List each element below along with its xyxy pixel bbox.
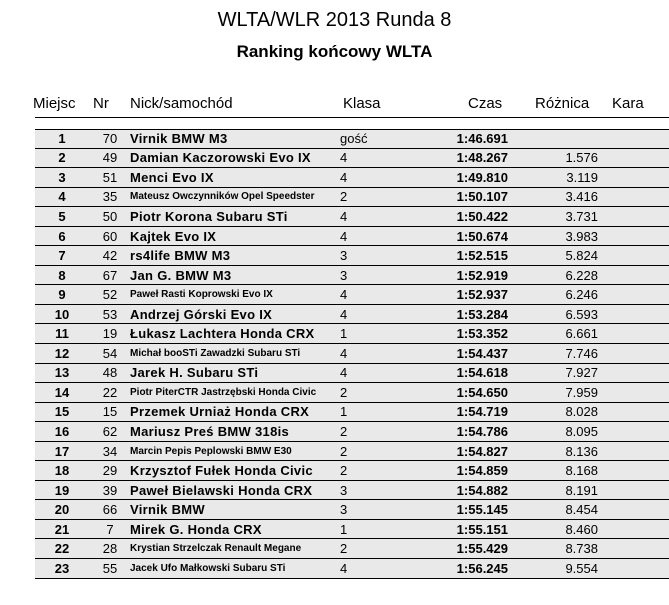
table-row <box>35 305 669 325</box>
driver-car-cell: Virnik BMW M3 <box>130 131 228 147</box>
difference-cell: 1.576 <box>565 150 598 166</box>
position-cell: 18 <box>54 463 70 479</box>
penalty-cell <box>600 168 669 187</box>
penalty-cell <box>600 442 669 461</box>
position-cell: 1 <box>58 131 66 147</box>
difference-cell <box>510 130 598 148</box>
time-cell: 1:48.267 <box>456 150 508 166</box>
table-row <box>35 168 669 188</box>
class-cell: 4 <box>340 287 348 303</box>
driver-car-cell: Jan G. BMW M3 <box>130 267 232 283</box>
difference-cell: 8.454 <box>565 502 598 518</box>
penalty-cell <box>600 539 669 558</box>
table-row <box>35 364 669 384</box>
number-cell: 66 <box>102 502 118 518</box>
table-row <box>35 207 669 227</box>
time-cell: 1:52.919 <box>456 267 508 283</box>
time-cell: 1:54.882 <box>456 482 508 498</box>
penalty-cell <box>600 149 669 168</box>
table-row <box>35 383 669 403</box>
table-row <box>35 344 669 364</box>
header-nr: Nr <box>93 95 109 112</box>
number-cell: 28 <box>102 541 118 557</box>
class-cell: 2 <box>340 541 348 557</box>
number-cell: 48 <box>102 365 118 381</box>
table-row <box>35 266 669 286</box>
penalty-cell <box>600 305 669 324</box>
number-cell: 39 <box>102 482 118 498</box>
header-nick: Nick/samochód <box>130 95 233 112</box>
difference-cell: 8.738 <box>565 541 598 557</box>
penalty-cell <box>600 461 669 480</box>
class-cell: 1 <box>340 404 348 420</box>
difference-cell: 3.731 <box>565 208 598 224</box>
time-cell: 1:54.786 <box>456 423 508 439</box>
driver-car-cell: Virnik BMW <box>130 502 205 518</box>
position-cell: 16 <box>54 423 70 439</box>
penalty-cell <box>600 188 669 207</box>
table-row <box>35 481 669 501</box>
position-cell: 11 <box>55 326 69 342</box>
difference-cell: 8.460 <box>565 521 598 537</box>
difference-cell: 8.136 <box>565 443 598 459</box>
time-cell: 1:54.859 <box>456 463 508 479</box>
difference-cell: 8.191 <box>565 482 598 498</box>
position-cell: 12 <box>54 345 70 361</box>
time-cell: 1:55.151 <box>456 521 508 537</box>
difference-cell: 6.593 <box>565 306 598 322</box>
number-cell: 70 <box>102 131 118 147</box>
class-cell: 2 <box>340 443 348 459</box>
class-cell: 3 <box>340 482 348 498</box>
position-cell: 7 <box>58 248 66 264</box>
difference-cell: 8.168 <box>565 463 598 479</box>
header-miejsce: Miejsc <box>33 95 76 112</box>
table-row <box>35 442 669 462</box>
number-cell: 22 <box>102 384 118 400</box>
table-row <box>35 559 669 579</box>
penalty-cell <box>600 266 669 285</box>
class-cell: 2 <box>340 189 348 205</box>
difference-cell: 6.661 <box>565 326 598 342</box>
table-row <box>35 285 669 305</box>
difference-cell: 8.028 <box>565 404 598 420</box>
number-cell: 55 <box>102 560 118 576</box>
penalty-cell <box>600 520 669 539</box>
results-table <box>35 129 669 579</box>
class-cell: 1 <box>340 521 348 537</box>
position-cell: 15 <box>54 404 70 420</box>
penalty-cell <box>600 500 669 519</box>
driver-car-cell: Andrzej Górski Evo IX <box>130 306 273 322</box>
time-cell: 1:53.284 <box>456 306 508 322</box>
number-cell: 34 <box>102 443 118 459</box>
driver-car-cell: Mateusz Owczynników Opel Speedster <box>130 191 315 203</box>
time-cell: 1:52.515 <box>456 248 508 264</box>
class-cell: 4 <box>340 365 348 381</box>
position-cell: 5 <box>58 208 66 224</box>
driver-car-cell: Mariusz Preś BMW 318is <box>130 423 290 439</box>
class-cell: 4 <box>340 306 348 322</box>
header-roznica: Różnica <box>535 95 590 112</box>
difference-cell: 6.228 <box>565 267 598 283</box>
position-cell: 10 <box>54 306 70 322</box>
position-cell: 17 <box>54 443 70 459</box>
time-cell: 1:54.437 <box>456 345 508 361</box>
difference-cell: 3.119 <box>566 169 598 185</box>
position-cell: 2 <box>58 150 66 166</box>
time-cell: 1:54.618 <box>456 365 508 381</box>
driver-car-cell: Przemek Urniaż Honda CRX <box>130 404 310 420</box>
table-row <box>35 227 669 247</box>
table-row <box>35 422 669 442</box>
class-cell: 4 <box>340 560 348 576</box>
time-cell: 1:52.937 <box>456 287 508 303</box>
number-cell: 15 <box>102 404 118 420</box>
page-subtitle: Ranking końcowy WLTA <box>236 42 433 61</box>
penalty-cell <box>600 481 669 500</box>
time-cell: 1:54.827 <box>456 443 508 459</box>
number-cell: 53 <box>102 306 118 322</box>
position-cell: 14 <box>54 384 70 400</box>
time-cell: 1:53.352 <box>456 326 508 342</box>
class-cell: 4 <box>340 208 348 224</box>
class-cell: 2 <box>340 463 348 479</box>
penalty-cell <box>600 559 669 578</box>
class-cell: 4 <box>340 228 348 244</box>
difference-cell: 9.554 <box>565 560 598 576</box>
difference-cell: 5.824 <box>565 248 598 264</box>
class-cell: 3 <box>340 248 348 264</box>
driver-car-cell: Mirek G. Honda CRX <box>130 521 262 537</box>
number-cell: 19 <box>102 326 118 342</box>
time-cell: 1:50.674 <box>456 228 508 244</box>
driver-car-cell: Jacek Ufo Małkowski Subaru STi <box>130 562 286 574</box>
penalty-cell <box>600 383 669 402</box>
driver-car-cell: Marcin Pepis Peplowski BMW E30 <box>130 445 292 457</box>
difference-cell: 3.416 <box>565 189 598 205</box>
table-row <box>35 324 669 344</box>
table-row <box>35 149 669 169</box>
table-row <box>35 520 669 540</box>
position-cell: 20 <box>54 502 70 518</box>
time-cell: 1:50.107 <box>456 189 508 205</box>
penalty-cell <box>600 344 669 363</box>
position-cell: 21 <box>54 521 70 537</box>
class-cell: 1 <box>340 326 348 342</box>
header-divider <box>35 117 669 118</box>
driver-car-cell: Jarek H. Subaru STi <box>130 365 259 381</box>
position-cell: 23 <box>54 560 70 576</box>
number-cell: 49 <box>102 150 118 166</box>
number-cell: 67 <box>102 267 118 283</box>
position-cell: 6 <box>58 228 66 244</box>
class-cell: 4 <box>340 150 348 166</box>
penalty-cell <box>600 227 669 246</box>
time-cell: 1:50.422 <box>456 208 508 224</box>
difference-cell: 8.095 <box>565 423 598 439</box>
table-row <box>35 188 669 208</box>
table-row <box>35 461 669 481</box>
time-cell: 1:55.145 <box>456 502 508 518</box>
driver-car-cell: Łukasz Lachtera Honda CRX <box>130 326 315 342</box>
penalty-cell <box>600 422 669 441</box>
number-cell: 29 <box>102 463 118 479</box>
difference-cell: 3.983 <box>565 228 598 244</box>
number-cell: 60 <box>102 228 118 244</box>
driver-car-cell: Piotr Korona Subaru STi <box>130 208 288 224</box>
header-kara: Kara <box>612 95 644 112</box>
table-row <box>35 129 669 149</box>
number-cell: 51 <box>102 169 118 185</box>
driver-car-cell: Krystian Strzelczak Renault Megane <box>130 543 302 555</box>
header-klasa: Klasa <box>343 95 381 112</box>
penalty-cell <box>600 285 669 304</box>
difference-cell: 6.246 <box>565 287 598 303</box>
position-cell: 13 <box>54 365 70 381</box>
page-title: WLTA/WLR 2013 Runda 8 <box>217 9 452 31</box>
time-cell: 1:54.719 <box>456 404 508 420</box>
penalty-cell <box>600 364 669 383</box>
penalty-cell <box>600 207 669 226</box>
driver-car-cell: Paweł Rasti Koprowski Evo IX <box>130 289 273 301</box>
difference-cell: 7.746 <box>565 345 598 361</box>
position-cell: 9 <box>58 287 66 303</box>
number-cell: 35 <box>102 189 118 205</box>
driver-car-cell: rs4life BMW M3 <box>130 248 231 264</box>
penalty-cell <box>600 324 669 343</box>
driver-car-cell: Paweł Bielawski Honda CRX <box>130 482 313 498</box>
driver-car-cell: Krzysztof Fułek Honda Civic <box>130 463 313 479</box>
driver-car-cell: Menci Evo IX <box>130 169 214 185</box>
penalty-cell <box>600 403 669 422</box>
number-cell: 42 <box>102 248 118 264</box>
driver-car-cell: Michał booSTi Zawadzki Subaru STi <box>130 347 301 359</box>
driver-car-cell: Piotr PiterCTR Jastrzębski Honda Civic <box>130 386 317 398</box>
position-cell: 22 <box>54 541 70 557</box>
class-cell: 4 <box>340 169 348 185</box>
penalty-cell <box>600 246 669 265</box>
driver-car-cell: Kajtek Evo IX <box>130 228 217 244</box>
number-cell: 50 <box>102 208 118 224</box>
time-cell: 1:46.691 <box>456 131 508 147</box>
header-czas: Czas <box>468 95 503 112</box>
penalty-cell <box>600 130 669 148</box>
number-cell: 52 <box>102 287 118 303</box>
time-cell: 1:49.810 <box>456 169 508 185</box>
time-cell: 1:54.650 <box>456 384 508 400</box>
number-cell: 7 <box>106 521 114 537</box>
class-cell: gość <box>340 131 368 147</box>
table-row <box>35 403 669 423</box>
position-cell: 8 <box>58 267 66 283</box>
time-cell: 1:56.245 <box>456 560 508 576</box>
table-row <box>35 539 669 559</box>
position-cell: 4 <box>58 189 66 205</box>
difference-cell: 7.927 <box>565 365 598 381</box>
table-row <box>35 500 669 520</box>
difference-cell: 7.959 <box>565 384 598 400</box>
class-cell: 3 <box>340 267 348 283</box>
table-row <box>35 246 669 266</box>
class-cell: 3 <box>340 502 348 518</box>
number-cell: 54 <box>102 345 118 361</box>
time-cell: 1:55.429 <box>456 541 508 557</box>
number-cell: 62 <box>102 423 118 439</box>
position-cell: 3 <box>58 169 66 185</box>
position-cell: 19 <box>54 482 70 498</box>
class-cell: 2 <box>340 384 348 400</box>
driver-car-cell: Damian Kaczorowski Evo IX <box>130 150 311 166</box>
class-cell: 2 <box>340 423 348 439</box>
class-cell: 4 <box>340 345 348 361</box>
